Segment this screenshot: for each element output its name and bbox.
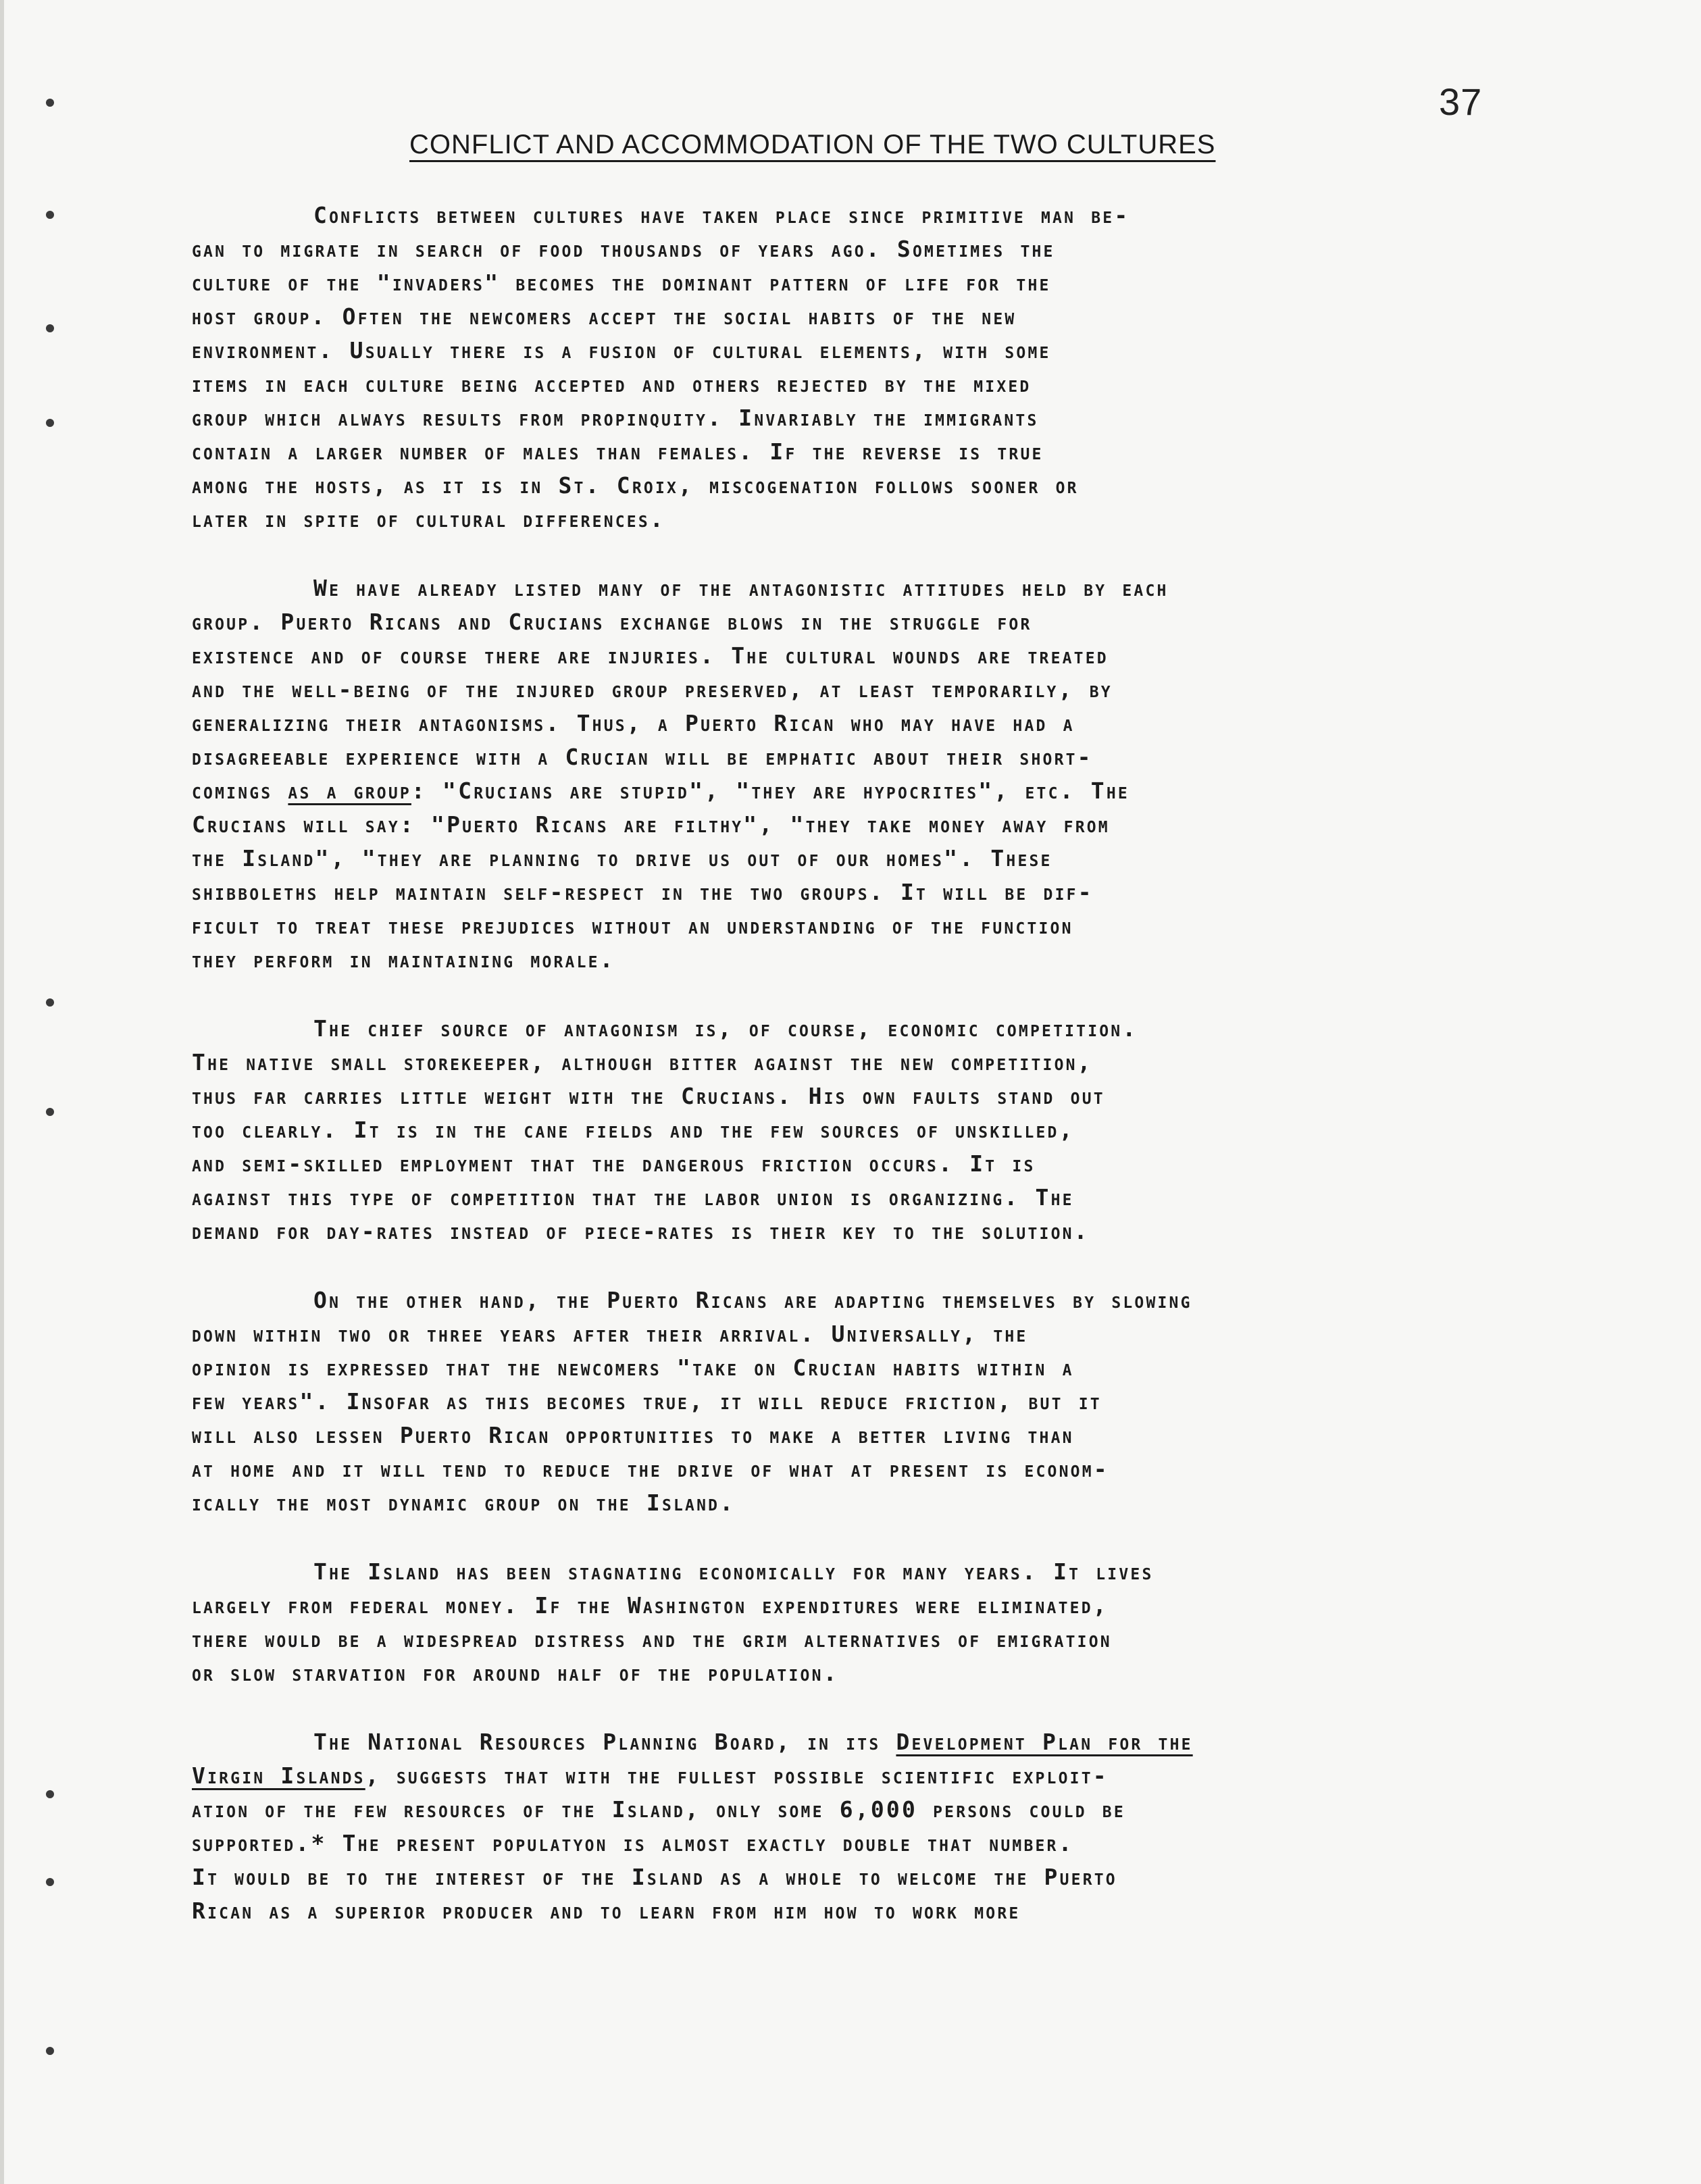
punch-hole: [46, 324, 54, 332]
punch-hole: [46, 99, 54, 107]
text-line: The Island has been stagnating economically for many years. It lives: [313, 1558, 1154, 1585]
punch-hole: [46, 998, 54, 1007]
text-line: and semi-skilled employment that the dangerous friction occurs. It is: [192, 1150, 1036, 1177]
text-line: gan to migrate in search of food thousands of years ago. Sometimes the: [192, 236, 1055, 262]
text-line: comings as a group: "Crucians are stupid", "they are hypocrites", etc. The: [192, 778, 1129, 804]
paragraph: [192, 1725, 1509, 1928]
text-line: ically the most dynamic group on the Island.: [192, 1490, 736, 1516]
text-line: among the hosts, as it is in St. Croix, miscogenation follows sooner or: [192, 472, 1079, 499]
text-line: It would be to the interest of the Island as a whole to welcome the Puerto: [192, 1864, 1117, 1890]
punch-hole: [46, 1878, 54, 1886]
paragraph: [192, 199, 1509, 536]
text-line: and the well-being of the injured group preserved, at least temporarily, by: [192, 676, 1113, 703]
text-line: few years". Insofar as this becomes true, it will reduce friction, but it: [192, 1388, 1102, 1415]
text-line: contain a larger number of males than females. If the reverse is true: [192, 438, 1044, 465]
text-line: We have already listed many of the antagonistic attitudes held by each: [313, 575, 1169, 601]
paragraph: [192, 1284, 1509, 1520]
text-line: generalizing their antagonisms. Thus, a Puerto Rican who may have had a: [192, 710, 1075, 736]
punch-hole: [46, 419, 54, 427]
text-line: largely from federal money. If the Washington expenditures were eliminated,: [192, 1592, 1109, 1619]
underlined-text: as a group: [288, 778, 411, 804]
text-line: will also lessen Puerto Rican opportunities to make a better living than: [192, 1422, 1074, 1448]
text-line: they perform in maintaining morale.: [192, 946, 615, 973]
text-line: disagreeable experience with a Crucian will be emphatic about their short-: [192, 744, 1093, 770]
text-line: at home and it will tend to reduce the drive of what at present is econom-: [192, 1456, 1109, 1482]
paragraph: [192, 572, 1509, 977]
paragraph: [192, 1555, 1509, 1690]
text-line: Rican as a superior producer and to learn from him how to work more: [192, 1898, 1021, 1924]
text-line: group which always results from propinquity. Invariably the immigrants: [192, 405, 1039, 431]
text-line: against this type of competition that the labor union is organizing. The: [192, 1184, 1074, 1211]
text-line: group. Puerto Ricans and Crucians exchange blows in the struggle for: [192, 609, 1032, 635]
text-line: existence and of course there are injuries. The cultural wounds are treated: [192, 642, 1109, 669]
text-line: thus far carries little weight with the Crucians. His own faults stand out: [192, 1083, 1105, 1109]
text-line: Crucians will say: "Puerto Ricans are filthy", "they take money away from: [192, 811, 1110, 838]
text-line: host group. Often the newcomers accept the social habits of the new: [192, 303, 1017, 330]
punch-hole: [46, 1790, 54, 1798]
text-line: On the other hand, the Puerto Ricans are adapting themselves by slowing: [313, 1287, 1192, 1313]
text-line: Virgin Islands, suggests that with the fullest possible scientific exploit-: [192, 1762, 1109, 1789]
text-line: down within two or three years after their arrival. Universally, the: [192, 1321, 1028, 1347]
text-line: opinion is expressed that the newcomers "take on Crucian habits within a: [192, 1354, 1074, 1381]
text-line: supported.* The present populatyon is almost exactly double that number.: [192, 1830, 1074, 1856]
text-line: ficult to treat these prejudices without an understanding of the function: [192, 913, 1073, 939]
text-line: The native small storekeeper, although bitter against the new competition,: [192, 1049, 1093, 1075]
body-text: [192, 199, 1509, 1963]
punch-hole: [46, 2047, 54, 2055]
text-line: The chief source of antagonism is, of course, economic competition.: [313, 1015, 1138, 1042]
text-line: too clearly. It is in the cane fields and the few sources of unskilled,: [192, 1117, 1075, 1143]
underlined-text: Virgin Islands: [192, 1762, 365, 1789]
text-line: The National Resources Planning Board, in its Development Plan for the: [313, 1729, 1193, 1755]
page-edge: [0, 0, 4, 2184]
underlined-text: Development Plan for the: [896, 1729, 1193, 1755]
text-line: Conflicts between cultures have taken place since primitive man be-: [313, 202, 1130, 228]
text-line: the Island", "they are planning to drive us out of our homes". These: [192, 845, 1052, 871]
paragraph: [192, 1012, 1509, 1248]
text-line: ation of the few resources of the Island, only some 6,000 persons could be: [192, 1796, 1125, 1823]
text-line: there would be a widespread distress and the grim alternatives of emigration: [192, 1626, 1112, 1652]
text-line: or slow starvation for around half of the population.: [192, 1660, 839, 1686]
text-line: items in each culture being accepted and others rejected by the mixed: [192, 371, 1032, 397]
text-line: demand for day-rates instead of piece-rates is their key to the solution.: [192, 1218, 1090, 1244]
text-line: environment. Usually there is a fusion of cultural elements, with some: [192, 337, 1051, 363]
punch-hole: [46, 1108, 54, 1116]
text-line: shibboleths help maintain self-respect in the two groups. It will be dif-: [192, 879, 1094, 905]
punch-hole: [46, 211, 54, 219]
text-line: later in spite of cultural differences.: [192, 506, 665, 532]
text-line: culture of the "invaders" becomes the dominant pattern of life for the: [192, 270, 1051, 296]
page-title: CONFLICT AND ACCOMMODATION OF THE TWO CULTURES: [409, 130, 1216, 159]
page-number: 37: [1439, 80, 1483, 123]
